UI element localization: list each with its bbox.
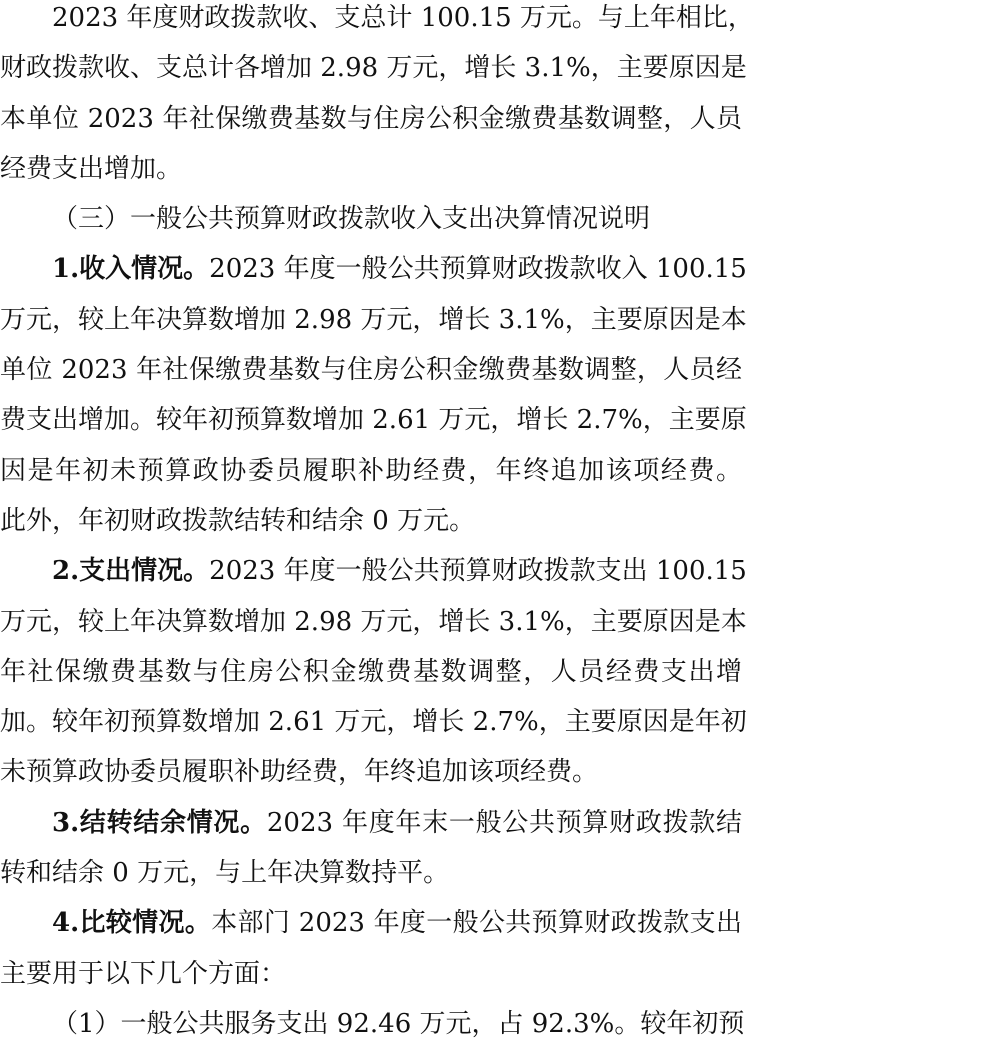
- paragraph-line: 2023 年度财政拨款收、支总计 100.15 万元。与上年相比，: [52, 3, 754, 33]
- paragraph-line: （1）一般公共服务支出 92.46 万元，占 92.3%。较年初预: [52, 1008, 745, 1039]
- paragraph-line: 经费支出增加。: [0, 153, 183, 184]
- paragraph-line: 单位 2023 年社保缴费基数与住房公积金缴费基数调整，人员经: [0, 355, 742, 386]
- paragraph-line: [0, 244, 747, 294]
- paragraph-line: [0, 898, 742, 948]
- paragraph-line: 未预算政协委员履职补助经费，年终追加该项经费。: [0, 757, 599, 788]
- paragraph-text: 2023 年度一般公共预算财政拨款收入 100.15: [209, 254, 747, 285]
- paragraph-line: 因是年初未预算政协委员履职补助经费，年终追加该项经费。: [0, 455, 742, 486]
- paragraph-line: 财政拨款收、支总计各增加 2.98 万元，增长 3.1%，主要原因是: [0, 53, 747, 84]
- paragraph-line: 本单位 2023 年社保缴费基数与住房公积金缴费基数调整，人员: [0, 103, 742, 134]
- paragraph-text: 2023 年度一般公共预算财政拨款支出 100.15: [209, 556, 747, 587]
- paragraph-line: 万元，较上年决算数增加 2.98 万元，增长 3.1%，主要原因是本: [0, 606, 747, 637]
- paragraph-title: 4.比较情况。: [52, 908, 212, 939]
- paragraph-title: 1.收入情况。: [52, 254, 210, 285]
- paragraph-title: 3.结转结余情况。: [52, 807, 267, 838]
- paragraph-line: 主要用于以下几个方面：: [0, 958, 287, 989]
- paragraph-title: 2.支出情况。: [52, 556, 210, 587]
- paragraph-line: 费支出增加。较年初预算数增加 2.61 万元，增长 2.7%，主要原: [0, 405, 747, 436]
- paragraph-line: 万元，较上年决算数增加 2.98 万元，增长 3.1%，主要原因是本: [0, 304, 747, 335]
- paragraph-line: [0, 546, 747, 596]
- paragraph-line: 此外，年初财政拨款结转和结余 0 万元。: [0, 505, 476, 536]
- section-heading: （三）一般公共预算财政拨款收入支出决算情况说明: [52, 204, 651, 235]
- paragraph-line: 年社保缴费基数与住房公积金缴费基数调整，人员经费支出增: [0, 656, 742, 687]
- paragraph-line: 加。较年初预算数增加 2.61 万元，增长 2.7%，主要原因是年初: [0, 707, 747, 738]
- paragraph-text: 本部门 2023 年度一般公共预算财政拨款支出: [211, 908, 742, 939]
- paragraph-line: [0, 798, 742, 848]
- paragraph-line: 转和结余 0 万元，与上年决算数持平。: [0, 858, 450, 889]
- paragraph-text: 2023 年度年末一般公共预算财政拨款结: [266, 807, 742, 838]
